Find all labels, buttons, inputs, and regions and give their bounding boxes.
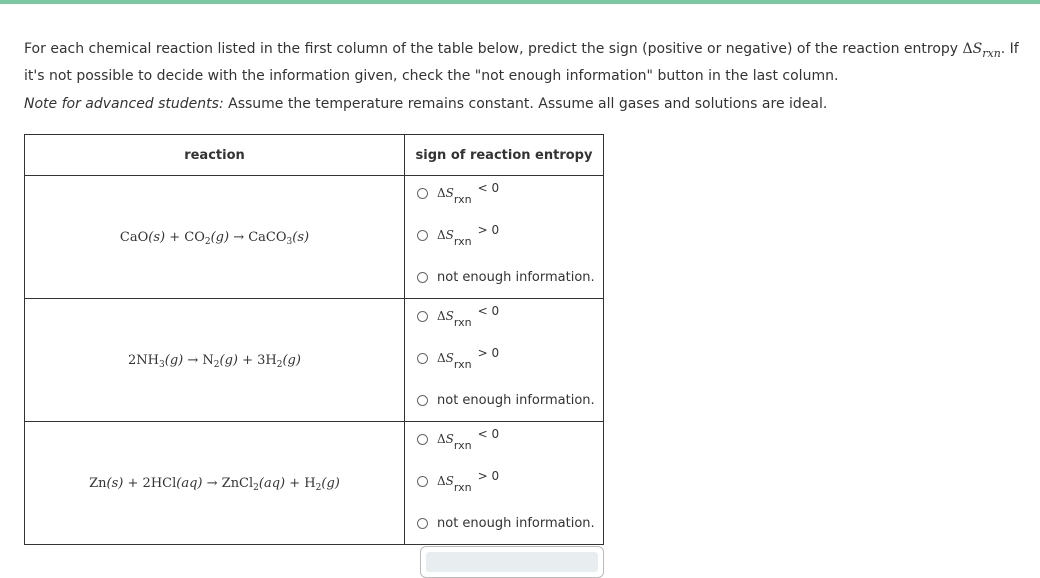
- radio-button[interactable]: [417, 518, 428, 529]
- delta-s-rxn-symbol: [962, 41, 1001, 60]
- sign-options-2: [405, 299, 604, 422]
- radio-button[interactable]: [417, 311, 428, 322]
- table-row: [25, 422, 604, 545]
- option-unknown-3[interactable]: not enough information.: [417, 516, 595, 531]
- entropy-symbol: S: [972, 41, 983, 57]
- instructions-text: [24, 36, 1034, 89]
- table-row: [25, 299, 604, 422]
- radio-button[interactable]: [417, 395, 428, 406]
- delta-symbol: Δ: [962, 41, 973, 57]
- sign-options-1: [405, 176, 604, 299]
- option-positive-2[interactable]: ΔSrxn > 0: [417, 351, 499, 365]
- option-negative-1[interactable]: ΔSrxn < 0: [417, 186, 499, 200]
- option-positive-3[interactable]: ΔSrxn > 0: [417, 474, 499, 488]
- option-unknown-2[interactable]: not enough information.: [417, 393, 595, 408]
- reaction-equation-2: $2NH_3(g) \to N_2(g) + 3H_2(g)$: [25, 299, 405, 422]
- rxn-subscript: rxn: [982, 47, 1001, 60]
- radio-button[interactable]: [417, 353, 428, 364]
- sign-options-3: [405, 422, 604, 545]
- note-label: Note for advanced students:: [24, 96, 224, 112]
- table-row: [25, 176, 604, 299]
- reaction-equation-1: $CaO(s) + CO_2(g)$ → CaCO$_3$(s): [25, 176, 405, 299]
- header-sign: sign of reaction entropy: [405, 135, 604, 176]
- reaction-table: [24, 134, 604, 545]
- table-header-row: [25, 135, 604, 176]
- answer-toolbar-bar: [426, 552, 598, 572]
- radio-button[interactable]: [417, 272, 428, 283]
- radio-button[interactable]: [417, 476, 428, 487]
- radio-button[interactable]: [417, 434, 428, 445]
- header-reaction: reaction: [25, 135, 405, 176]
- note-text: Assume the temperature remains constant. Assume all gases and solutions are ideal.: [223, 96, 828, 112]
- advanced-note: [24, 92, 827, 116]
- option-negative-3[interactable]: ΔSrxn < 0: [417, 432, 499, 446]
- option-positive-1[interactable]: ΔSrxn > 0: [417, 228, 499, 242]
- option-unknown-1[interactable]: not enough information.: [417, 270, 595, 285]
- option-negative-2[interactable]: ΔSrxn < 0: [417, 309, 499, 323]
- top-accent-bar: [0, 0, 1040, 4]
- instructions-part-2: . If it's not possible to decide with the information given, check the "not enough information" button in the last column.: [24, 41, 1019, 84]
- instructions-part-1: For each chemical reaction listed in the first column of the table below, predict the sign (positive or negative) of the reaction entropy: [24, 41, 963, 57]
- answer-toolbar[interactable]: [420, 546, 604, 578]
- radio-button[interactable]: [417, 188, 428, 199]
- reaction-equation-3: Zn(s) + 2HCl(aq) → ZnCl$_2$(aq) + $H_2(g)$: [25, 422, 405, 545]
- radio-button[interactable]: [417, 230, 428, 241]
